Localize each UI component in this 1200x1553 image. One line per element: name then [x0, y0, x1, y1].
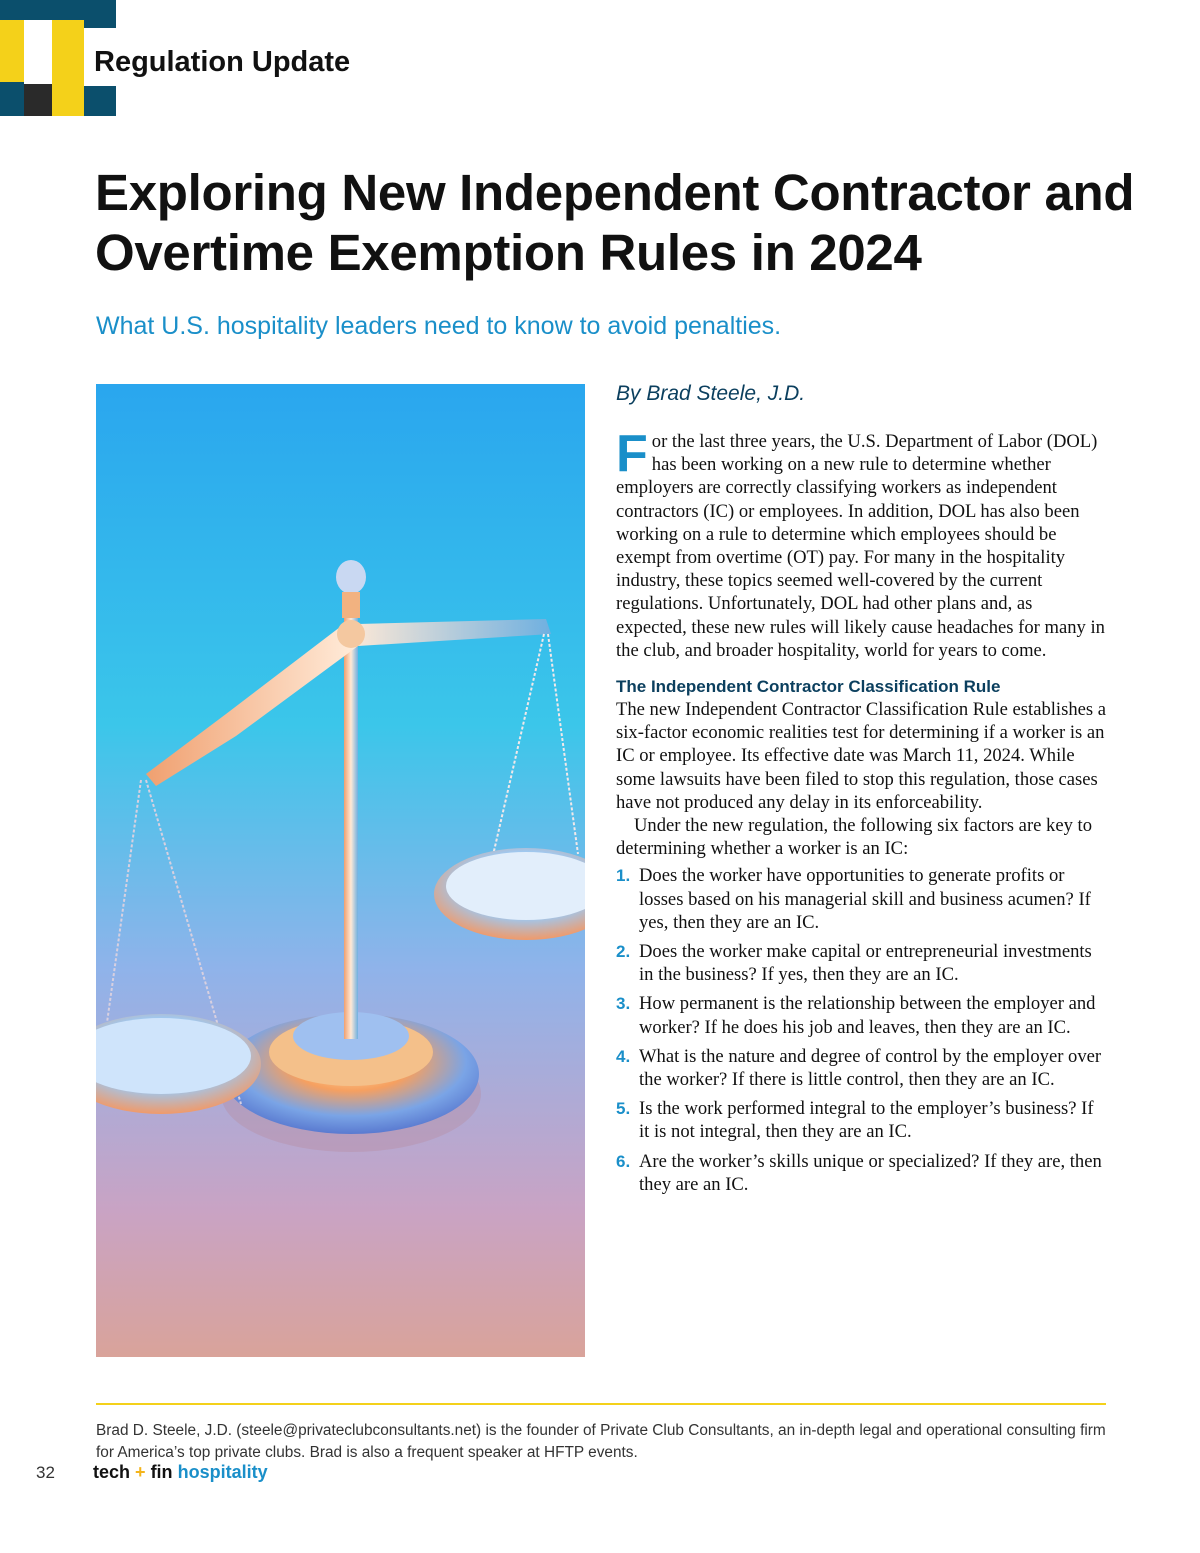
section-label: Regulation Update [94, 46, 351, 78]
article-subheadline: What U.S. hospitality leaders need to know to avoid penalties. [96, 312, 782, 340]
intro-text: or the last three years, the U.S. Department of Labor (DOL) has been working on a new rule to determine whether employers are correctly classifying workers as independent contractors (IC) or employees. In addition, DOL has also been working on a rule to determine which employees should be exempt from overtime (OT) pay. For many in the hospitality industry, these topics seemed well-covered by the current regulations. Unfortunately, DOL had other plans and, as expected, these new rules will likely cause headaches for many in the club, and broader hospitality, world for years to come. [616, 431, 1105, 661]
section-paragraph: The new Independent Contractor Classification Rule establishes a six-factor economic realities test for determining if a worker is an IC or employee. Its effective date was March 11, 2024. While some lawsuits have been filed to stop this regulation, those cases have not produced any delay in its enforceability. [616, 699, 1107, 813]
list-item [616, 864, 1106, 934]
list-item [616, 940, 1106, 986]
brand-plus: + [135, 1462, 146, 1482]
list-number: 4. [616, 1046, 631, 1066]
author-bio: Brad D. Steele, J.D. (steele@privateclubconsultants.net) is the founder of Private Club Consultants, an in-depth legal and operational consulting firm for America’s top private clubs. Brad is also a frequent speaker at HFTP events. [96, 1422, 1106, 1461]
article-body [616, 425, 1107, 1196]
list-number: 2. [616, 942, 631, 962]
page-number: 32 [36, 1463, 55, 1482]
section-heading: The Independent Contractor Classification Rule [616, 677, 1001, 697]
section-paragraph: Under the new regulation, the following six factors are key to determining whether a worker is an IC: [616, 815, 1092, 860]
byline: By Brad Steele, J.D. [616, 382, 806, 405]
scales-of-justice-photo [96, 384, 585, 1357]
article-headline: Exploring New Independent Contractor and Overtime Exemption Rules in 2024 [95, 164, 1135, 281]
drop-cap: F [616, 425, 648, 483]
list-item-text: What is the nature and degree of control by the employer over the worker? If there is little control, then they are an IC. [639, 1045, 1102, 1091]
intro-paragraph [616, 425, 1106, 662]
magazine-brand [93, 1462, 268, 1483]
factor-list [616, 864, 1106, 1196]
list-item [616, 1045, 1106, 1091]
list-number: 5. [616, 1099, 631, 1119]
list-item [616, 1150, 1106, 1196]
list-item-text: Is the work performed integral to the employer’s business? If it is not integral, then they are an IC. [639, 1098, 1094, 1143]
list-item-text: How permanent is the relationship between the employer and worker? If he does his job and leaves, then they are an IC. [639, 993, 1096, 1038]
brand-hospitality: hospitality [177, 1462, 268, 1482]
footer-divider [96, 1403, 1106, 1405]
brand-tech: tech [93, 1462, 131, 1482]
list-number: 1. [616, 866, 631, 886]
list-item [616, 992, 1106, 1038]
list-item-text: Are the worker’s skills unique or specialized? If they are, then they are an IC. [639, 1150, 1102, 1195]
list-number: 3. [616, 994, 631, 1014]
brand-fin: fin [150, 1462, 173, 1482]
list-number: 6. [616, 1151, 631, 1171]
list-item-text: Does the worker have opportunities to generate profits or losses based on his managerial skill and business acumen? If yes, then they are an IC. [639, 865, 1091, 933]
list-item-text: Does the worker make capital or entrepreneurial investments in the business? If yes, then they are an IC. [639, 941, 1092, 986]
list-item [616, 1097, 1106, 1143]
